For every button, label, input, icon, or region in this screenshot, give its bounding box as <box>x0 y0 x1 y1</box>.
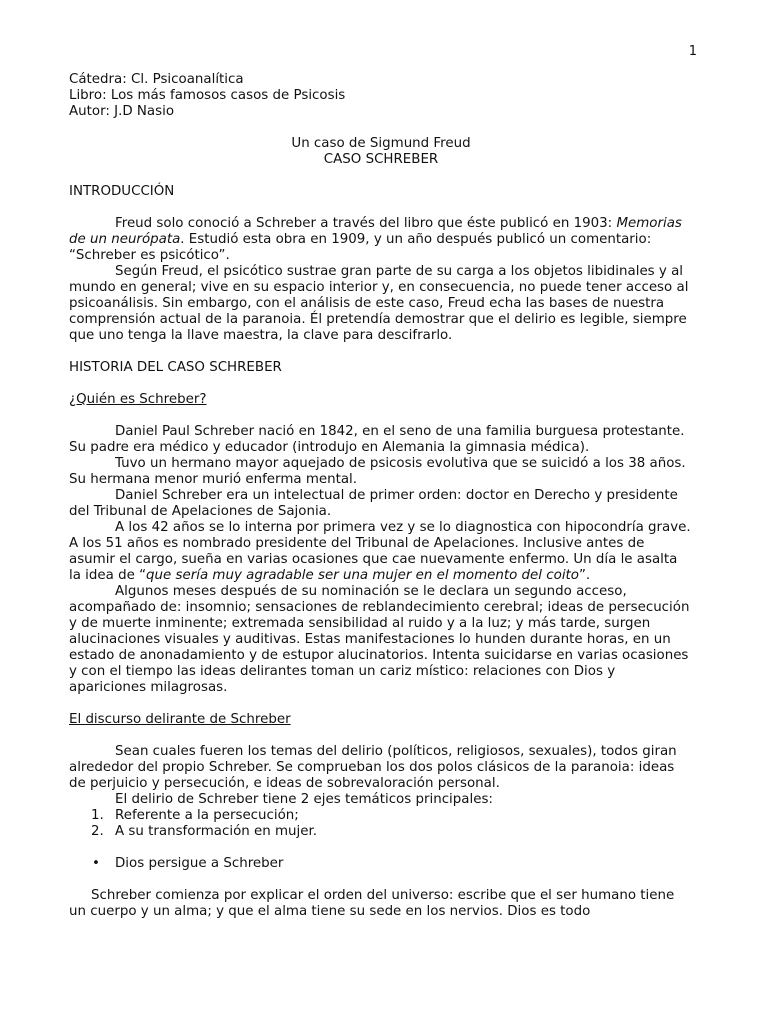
header-libro: Libro: Los más famosos casos de Psicosis <box>69 88 346 103</box>
discurso-delirante-subheading: El discurso delirante de Schreber <box>69 712 291 727</box>
page-number: 1 <box>688 44 697 59</box>
historia-paragraph-2: Tuvo un hermano mayor aquejado de psicosis evolutiva que se suicidó a los 38 años. Su hermana menor murió enferma mental. <box>69 456 686 487</box>
historia-paragraph-4: A los 42 años se lo interna por primera vez y se lo diagnostica con hipocondría grave. A los 51 años es nombrado presidente del Tribunal de Apelaciones. Inclusive antes de asumir el cargo, sueña en varias ocasiones que cae nuevamente enfermo. Un día le asalta la idea de “que sería muy agradable ser una mujer en el momento del coito”. <box>69 520 691 583</box>
discurso-paragraph-3: Schreber comienza por explicar el orden del universo: escribe que el ser humano tiene un cuerpo y un alma; y que el alma tiene su sede en los nervios. Dios es todo <box>69 888 675 919</box>
title-line-2: CASO SCHREBER <box>323 152 439 167</box>
list-item: 1. Referente a la persecución; <box>91 808 299 823</box>
historia-paragraph-3: Daniel Schreber era un intelectual de primer orden: doctor en Derecho y presidente del Tribunal de Apelaciones de Sajonia. <box>69 488 678 519</box>
discurso-paragraph-2: El delirio de Schreber tiene 2 ejes temáticos principales: <box>115 792 493 807</box>
quien-es-schreber-subheading: ¿Quién es Schreber? <box>69 392 207 407</box>
historia-heading: HISTORIA DEL CASO SCHREBER <box>69 360 282 375</box>
ejes-tematicos-list <box>69 808 693 840</box>
intro-heading: INTRODUCCIÓN <box>69 184 175 199</box>
title-line-1: Un caso de Sigmund Freud <box>291 136 471 151</box>
historia-paragraph-5: Algunos meses después de su nominación se le declara un segundo acceso, acompañado de: insomnio; sensaciones de reblandecimiento cerebral; ideas de persecución y de muerte inminente; extremada sensibilidad al ruido y a la luz; y más tarde, surgen alucinaciones visuales y auditivas. Estas manifestaciones lo hunden durante horas, en un estado de anonadamiento y de estupor alucinatorios. Intenta suicidarse en varias ocasiones y con el tiempo las ideas delirantes toman un cariz místico: relaciones con Dios y apariciones milagrosas. <box>69 584 690 695</box>
list-item: 2. A su transformación en mujer. <box>91 824 318 839</box>
bullet-icon: • <box>92 856 100 871</box>
intro-paragraph-1: Freud solo conoció a Schreber a través del libro que éste publicó en 1903: Memorias de un neurópata. Estudió esta obra en 1909, y un año después publicó un comentario: “Schreber es psicótico”. <box>69 216 682 263</box>
intro-paragraph-2: Según Freud, el psicótico sustrae gran parte de su carga a los objetos libidinales y al mundo en general; vive en su espacio interior y, en consecuencia, no puede tener acceso al psicoanálisis. Sin embargo, con el análisis de este caso, Freud echa las bases de nuestra comprensión actual de la paranoia. Él pretendía demostrar que el delirio es legible, siempre que uno tenga la llave maestra, la clave para descifrarlo. <box>69 264 689 343</box>
discurso-paragraph-1: Sean cuales fueren los temas del delirio (políticos, religiosos, sexuales), todos giran alrededor del propio Schreber. Se comprueban los dos polos clásicos de la paranoia: ideas de perjuicio y persecución, e ideas de sobrevaloración personal. <box>69 744 677 791</box>
header-autor: Autor: J.D Nasio <box>69 104 175 119</box>
bullet-list <box>69 856 693 872</box>
header-catedra: Cátedra: Cl. Psicoanalítica <box>69 72 244 87</box>
list-item: • Dios persigue a Schreber <box>92 856 284 871</box>
document-page <box>69 0 693 920</box>
historia-paragraph-1: Daniel Paul Schreber nació en 1842, en el seno de una familia burguesa protestante. Su padre era médico y educador (introdujo en Alemania la gimnasia médica). <box>69 424 685 455</box>
